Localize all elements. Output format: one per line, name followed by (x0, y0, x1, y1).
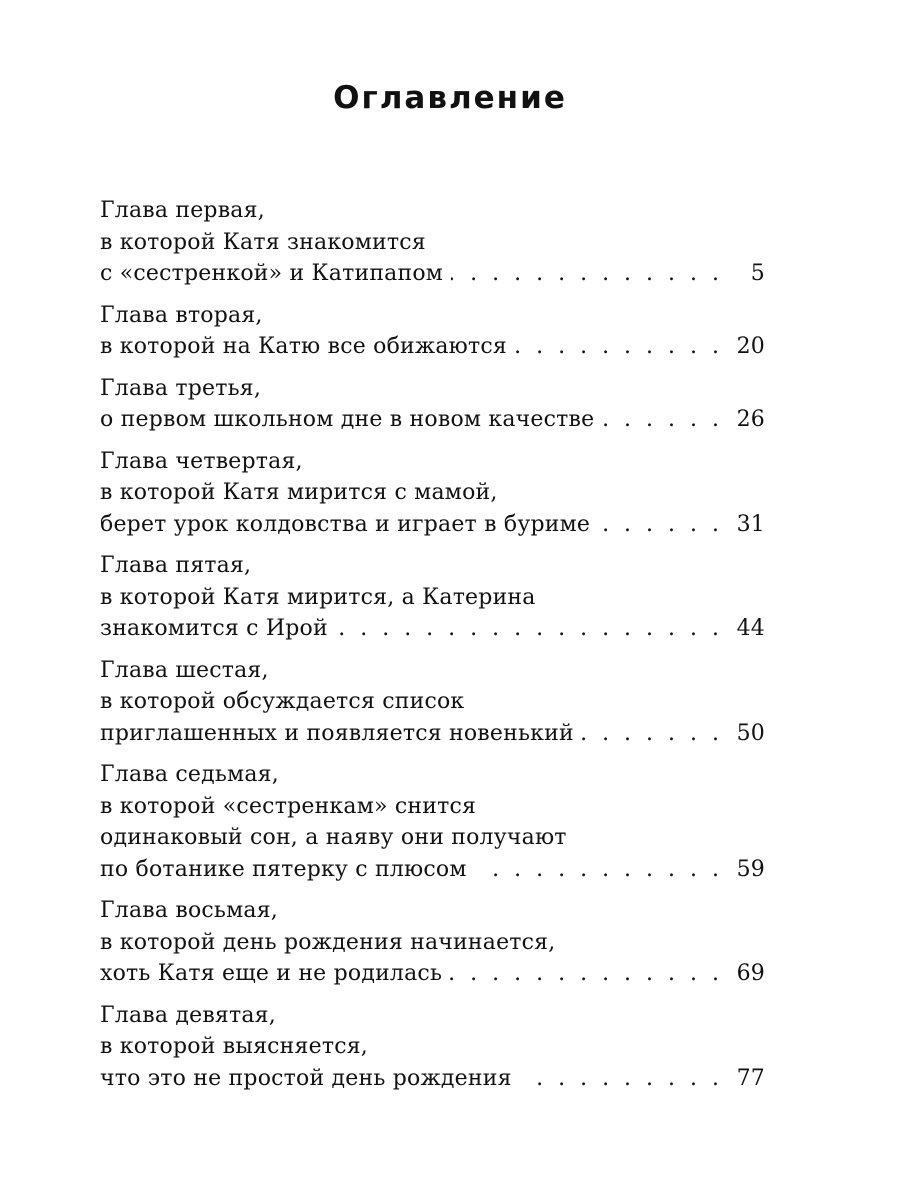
chapter-subtitle-line: одинаковый сон, а наяву они получают (100, 825, 567, 850)
chapter-subtitle-line: приглашенных и появляется новенький (100, 720, 574, 746)
chapter-last-line (100, 331, 765, 363)
chapter-heading: Глава вторая, (100, 302, 263, 328)
chapter-heading: Глава четвертая, (100, 448, 303, 474)
chapter-last-line (100, 613, 765, 645)
chapter-subtitle-line: в которой выясняется, (100, 1034, 368, 1059)
page-number: 50 (736, 720, 765, 746)
toc-entry-chapter-5 (100, 550, 765, 645)
chapter-subtitle-line: о первом школьном дне в новом качестве (100, 407, 595, 432)
dot-leader (515, 331, 723, 363)
dot-leader (451, 258, 723, 290)
chapter-subtitle-line: с «сестренкой» и Катипапом (100, 261, 444, 286)
chapter-subtitle-line: что это не простой день рождения (100, 1065, 512, 1091)
dot-leader (582, 718, 723, 750)
page-number: 69 (736, 961, 765, 986)
page-number: 77 (736, 1065, 765, 1091)
chapter-heading: Глава седьмая, (100, 762, 279, 787)
toc-entry-chapter-8 (100, 895, 765, 990)
chapter-heading: Глава третья, (100, 375, 262, 401)
chapter-subtitle-line: в которой обсуждается список (100, 689, 465, 714)
chapter-subtitle-line: в которой «сестренкам» снится (100, 793, 477, 819)
toc-entry-chapter-1 (100, 195, 765, 290)
page-number: 59 (736, 856, 765, 882)
chapter-subtitle-line: в которой Катя знакомится (100, 229, 426, 255)
chapter-heading: Глава восьмая, (100, 898, 278, 923)
dot-leader (450, 958, 723, 990)
toc-entry-chapter-7 (100, 759, 765, 885)
toc-entry-chapter-4 (100, 446, 765, 541)
page-title: Оглавление (333, 80, 567, 116)
chapter-heading: Глава шестая, (100, 657, 269, 683)
page-number: 31 (736, 511, 765, 537)
chapter-subtitle-line: в которой Катя мирится, а Катерина (100, 584, 536, 610)
dot-leader (475, 854, 723, 886)
chapter-last-line (100, 1063, 765, 1095)
chapter-subtitle-line: в которой день рождения начинается, (100, 929, 556, 955)
chapter-subtitle-line: хоть Катя еще и не родилась (100, 961, 443, 986)
dot-leader (598, 509, 723, 541)
toc-entry-chapter-2 (100, 300, 765, 363)
chapter-subtitle-line: берет урок колдовства и играет в буриме (100, 511, 591, 537)
page-number: 20 (736, 334, 765, 359)
chapter-subtitle-line: в которой Катя мирится с мамой, (100, 480, 498, 505)
chapter-heading: Глава пятая, (100, 553, 252, 578)
chapter-last-line (100, 718, 765, 750)
chapter-last-line (100, 854, 765, 886)
toc-entry-chapter-6 (100, 655, 765, 750)
dot-leader (602, 404, 723, 436)
dot-leader (520, 1063, 723, 1095)
chapter-heading: Глава девятая, (100, 1002, 276, 1028)
page-number: 5 (750, 261, 765, 286)
chapter-heading: Глава первая, (100, 198, 265, 223)
chapter-subtitle-line: по ботанике пятерку с плюсом (100, 856, 467, 882)
chapter-last-line (100, 509, 765, 541)
toc-entry-chapter-3 (100, 373, 765, 436)
chapter-subtitle-line: в которой на Катю все обижаются (100, 334, 507, 359)
chapter-subtitle-line: знакомится с Ирой (100, 616, 328, 641)
page-number: 26 (736, 407, 765, 432)
chapter-last-line (100, 958, 765, 990)
table-of-contents (100, 195, 765, 1104)
chapter-last-line (100, 258, 765, 290)
toc-entry-chapter-9 (100, 1000, 765, 1095)
page-number: 44 (736, 616, 765, 641)
dot-leader (336, 613, 723, 645)
chapter-last-line (100, 404, 765, 436)
